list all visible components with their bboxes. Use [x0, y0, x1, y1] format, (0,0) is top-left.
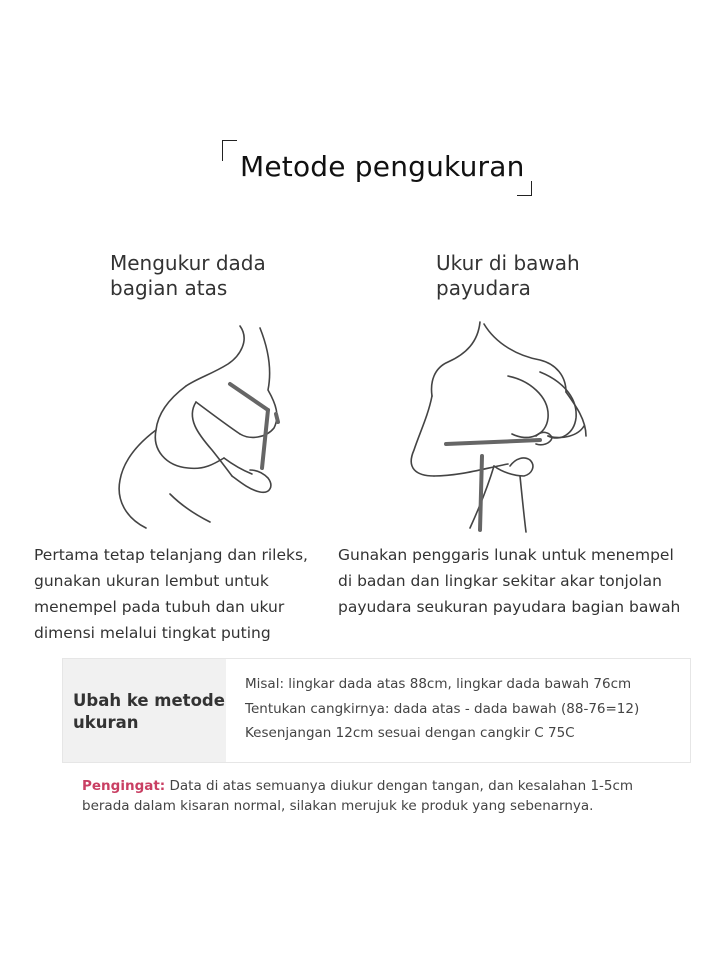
conversion-example-line: Misal: lingkar dada atas 88cm, lingkar dada bawah 76cm [245, 676, 632, 692]
title-corner-bottom-right [517, 181, 532, 196]
reminder-note [82, 776, 682, 816]
method-1-description-line: dimensi melalui tingkat puting [34, 624, 271, 642]
conversion-label [73, 690, 228, 734]
method-1-description-line: gunakan ukuran lembut untuk [34, 572, 269, 590]
method-1-subtitle-line-1: Mengukur dada [110, 251, 266, 275]
method-2-description-line: payudara seukuran payudara bagian bawah [338, 598, 681, 616]
conversion-label-panel [63, 659, 226, 762]
conversion-panel [62, 658, 691, 763]
conversion-result-line: Kesenjangan 12cm sesuai dengan cangkir C 75C [245, 725, 575, 741]
method-1-description [34, 542, 334, 646]
reminder-label: Pengingat: [82, 778, 166, 794]
method-1-subtitle-line-2: bagian atas [110, 276, 228, 300]
conversion-label-line-1: Ubah ke metode [73, 691, 225, 710]
method-1-subtitle [110, 251, 350, 301]
reminder-text-line-2: berada dalam kisaran normal, silakan merujuk ke produk yang sebenarnya. [82, 798, 594, 814]
method-2-description [338, 542, 718, 620]
page-title: Metode pengukuran [240, 150, 525, 183]
upper-bust-measure-illustration [100, 318, 320, 530]
title-block [222, 140, 532, 196]
title-corner-top-left [222, 140, 237, 161]
method-1-description-line: menempel pada tubuh dan ukur [34, 598, 285, 616]
method-2-subtitle [436, 251, 676, 301]
method-2-subtitle-line-2: payudara [436, 276, 531, 300]
method-2-description-line: Gunakan penggaris lunak untuk menempel [338, 546, 674, 564]
conversion-cup-line: Tentukan cangkirnya: dada atas - dada bawah (88-76=12) [245, 701, 640, 717]
method-2-description-line: di badan dan lingkar sekitar akar tonjolan [338, 572, 662, 590]
method-2-subtitle-line-1: Ukur di bawah [436, 251, 580, 275]
conversion-label-line-2: ukuran [73, 713, 139, 732]
reminder-text-line-1: Data di atas semuanya diukur dengan tangan, dan kesalahan 1-5cm [165, 778, 634, 794]
method-1-description-line: Pertama tetap telanjang dan rileks, [34, 546, 308, 564]
under-bust-measure-illustration [390, 316, 600, 534]
